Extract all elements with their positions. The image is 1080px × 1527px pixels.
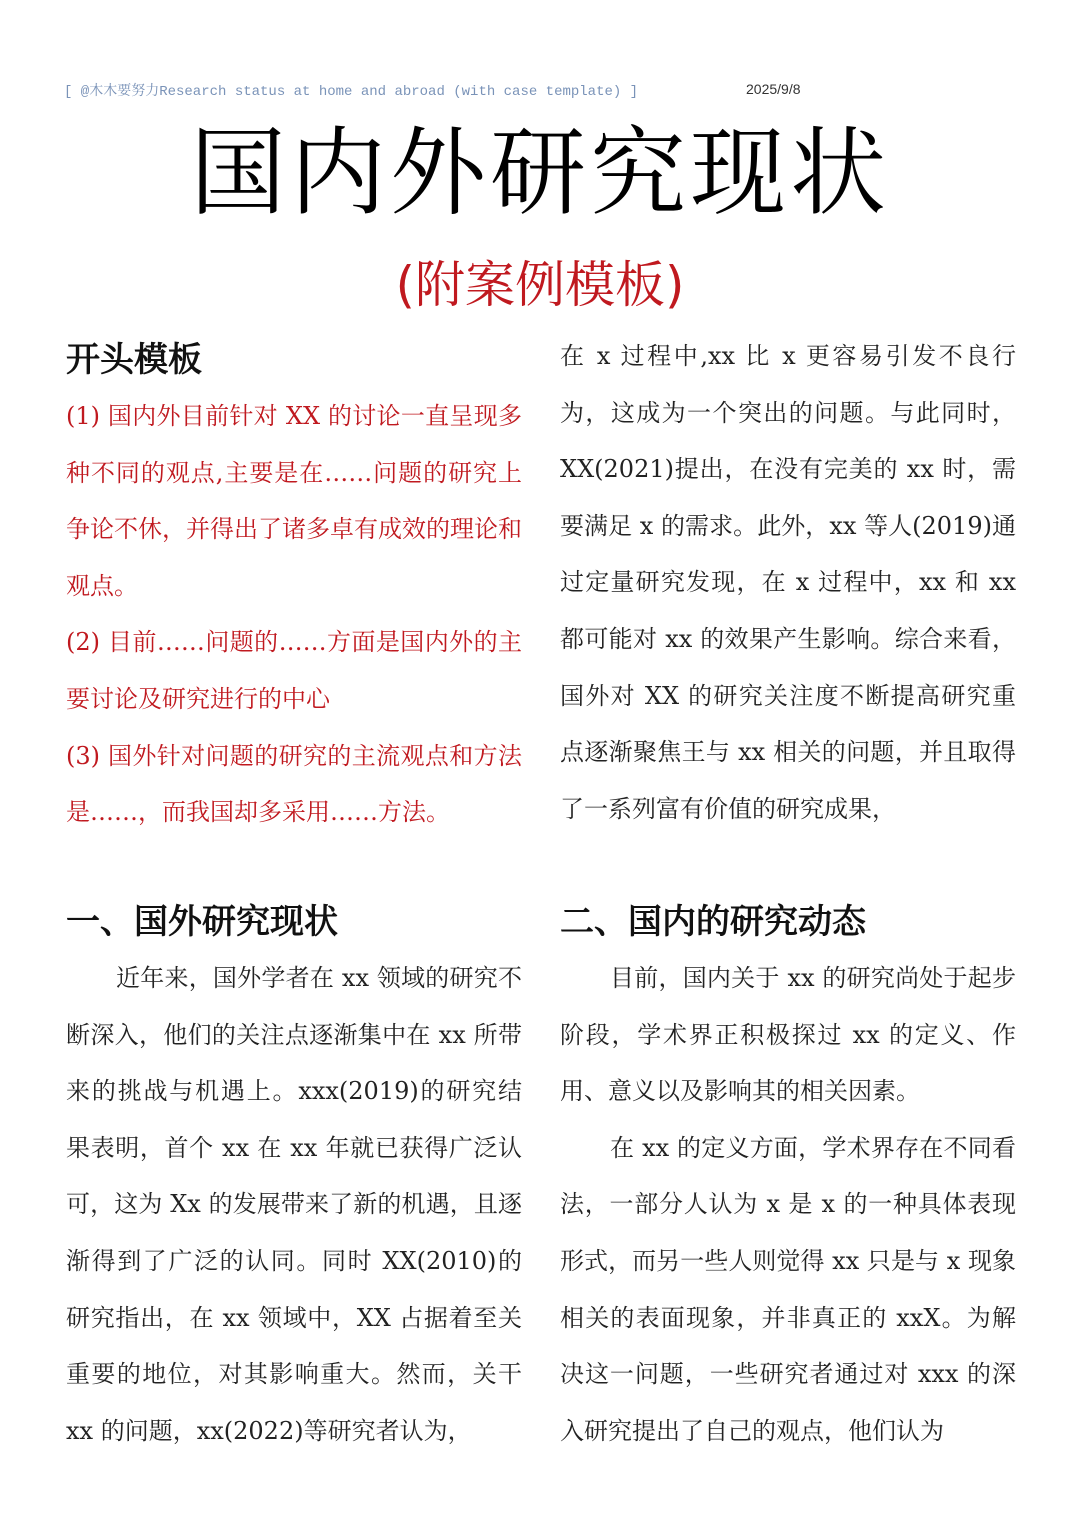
opening-template-section [66,332,522,841]
domestic-research-heading: 二、国内的研究动态 [560,902,866,942]
template-item-2: (2) 目前……问题的……方面是国内外的主要讨论及研究进行的中心 [66,628,522,713]
domestic-research-paragraph-2: 在 xx 的定义方面，学术界存在不同看法，一部分人认为 x 是 x 的一种具体表现形式，而另一些人则觉得 xx 只是与 x 现象相关的表面现象，并非真正的 xxX。为解决这一问题，一些研究者通过对 xxx 的深入研究提出了自己的观点，他们认为 [560,1133,1016,1445]
source-header: [ @木木要努力Research status at home and abroad (with case template) ] [64,84,639,100]
domestic-research-section [560,894,1016,1459]
domestic-research-paragraph-1: 目前，国内关于 xx 的研究尚处于起步阶段，学术界正积极探过 xx 的定义、作用、意义以及影响其的相关因素。 [560,964,1016,1106]
page-title: 国内外研究现状 [190,117,890,229]
document-date: 2025/9/8 [746,81,801,97]
foreign-research-continuation [560,328,1016,837]
foreign-research-heading: 一、国外研究现状 [66,902,338,942]
foreign-research-section [66,894,522,1459]
template-item-3: (3) 国外针对问题的研究的主流观点和方法是……，而我国却多采用……方法。 [66,741,522,827]
page-subtitle: (附案例模板) [395,256,685,314]
opening-template-heading: 开头模板 [66,340,202,380]
continuation-paragraph: 在 x 过程中,xx 比 x 更容易引发不良行为，这成为一个突出的问题。与此同时，XX(2021)提出，在没有完美的 xx 时，需要满足 x 的需求。此外，xx 等人(2019)通过定量研究发现，在 x 过程中，xx 和 xx 都可能对 xx 的效果产生影响。综合来看，国外对 XX 的研究关注度不断提高研究重点逐渐聚焦王与 xx 相关的问题，并且取得了一系列富有价值的研究成果， [560,342,1016,823]
foreign-research-paragraph: 近年来，国外学者在 xx 领域的研究不断深入，他们的关注点逐渐集中在 xx 所带来的挑战与机遇上。xxx(2019)的研究结果表明，首个 xx 在 xx 年就已获得广泛认可，这为 Xx 的发展带来了新的机遇，且逐渐得到了广泛的认同。同时 XX(2010)的研究指出，在 xx 领域中，XX 占据着至关重要的地位，对其影响重大。然而，关干 xx 的问题，xx(2022)等研究者认为， [66,964,522,1445]
template-item-1: (1) 国内外目前针对 XX 的讨论一直呈现多种不同的观点,主要是在……问题的研究上争论不休，并得出了诸多卓有成效的理论和观点。 [66,402,522,600]
